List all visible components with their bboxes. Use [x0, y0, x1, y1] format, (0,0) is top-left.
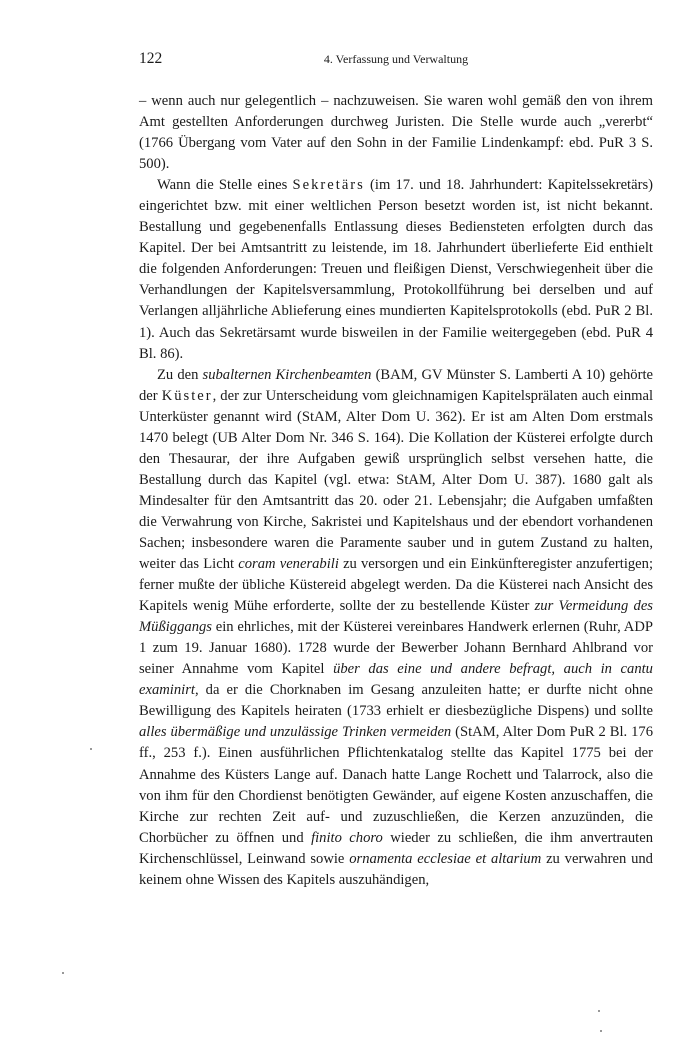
- text-run: (BAM, GV Münster S. Lamberti A 10) gehörte der: [139, 366, 653, 404]
- text-run: (im 17. und 18. Jahrhundert: Kapitelssekretärs) eingerichtet bzw. mit einer weltlichen Person besetzt worden ist, ist nicht bekannt. Bestallung und gegebenenfalls Entlassung dieses Bediensteten erfolgten durch das Kapitel. Der bei Amtsantritt zu leistende, im 18. Jahrhundert überlieferte Eid enthielt die folgenden Anforderungen: Treuen und fleißigen Dienst, Verschwiegenheit über die Verhandlungen der Kapitelsversammlung, Protokollführung bei derselben und auf Verlangen alljährliche Ablieferung eines mundierten Kapitelsprotokolls (ebd. PuR 2 Bl. 1). Auch das Sekretärsamt wurde bisweilen in der Familie weitergegeben (ebd. PuR 4 Bl. 86).: [139, 177, 653, 362]
- text-run: wieder zu schließen, die ihm anvertrauten Kirchenschlüssel, Leinwand sowie: [139, 829, 654, 867]
- running-head: 4. Verfassung und Verwaltung: [323, 52, 469, 66]
- scan-speck: [62, 972, 64, 974]
- text-run: zu verwahren und keinem ohne Wissen des Kapitels auszuhändigen,: [139, 850, 653, 888]
- text-run: ein ehrliches, mit der Küsterei vereinbares Handwerk erlernen (Ruhr, ADP 1 zum 19. Januar 1680). 1728 wurde der Bewerber Johann Bernhard Ahlbrand vor seiner Annahme vom Kapitel: [139, 619, 653, 678]
- page-number: 122: [139, 50, 163, 67]
- italic-phrase: alles übermäßige und unzulässige Trinken vermeiden: [139, 724, 452, 741]
- italic-phrase: finito choro: [311, 829, 383, 846]
- spaced-term: Küster: [161, 387, 213, 404]
- text-run: , da er die Chorknaben im Gesang anzuleiten hatte; er durfte nicht ohne Bewilligung des Kapitels heiraten (1733 erhielt er diesbezügliche Dispens) und sollte: [139, 682, 653, 720]
- paragraph: [139, 91, 653, 175]
- page-header: [139, 50, 653, 74]
- italic-phrase: coram venerabili: [238, 556, 339, 573]
- scan-speck: [600, 1030, 602, 1032]
- body-text: [139, 91, 653, 891]
- text-run: zu versorgen und ein Einkünfteregister anzufertigen; ferner mußte der übliche Küstereid abgelegt werden. Da die Küsterei nach Ansicht des Kapitels wenig Mühe erforderte, sollte der zu bestellende Küster: [139, 556, 654, 615]
- italic-phrase: ornamenta ecclesiae et altarium: [349, 850, 542, 867]
- scan-speck: [598, 1010, 600, 1012]
- paragraph: [139, 365, 653, 891]
- text-run: Wann die Stelle eines: [157, 177, 293, 194]
- text-run: – wenn auch nur gelegentlich – nachzuweisen. Sie waren wohl gemäß den von ihrem Amt gestellten Anforderungen durchweg Juristen. Die Stelle wurde auch „vererbt“ (1766 Übergang vom Vater auf den Sohn in der Familie Lindenkampf: ebd. PuR 3 S. 500).: [139, 93, 653, 173]
- scan-speck: [90, 748, 92, 750]
- spaced-term: Sekretärs: [292, 177, 365, 194]
- text-run: , der zur Unterscheidung vom gleichnamigen Kapitelsprälaten auch einmal Unterküster genannt wird (StAM, Alter Dom U. 362). Er ist am Alten Dom erstmals 1470 belegt (UB Alter Dom Nr. 346 S. 164). Die Kollation der Küsterei erfolgte durch den Thesaurar, der ihre Aufgaben gewiß ursprünglich selbst versehen hatte, die Bestallung durch das Kapitel (vgl. etwa: StAM, Alter Dom U. 387). 1680 galt als Mindesalter für den Amtsantritt das 20. oder 21. Lebensjahr; die Aufgaben umfaßten die Verwahrung von Kirche, Sakristei und Kapitelshaus und der ebendort vorhandenen Sachen; insbesondere waren die Paramente sauber und in gutem Zustand zu halten, weiter das Licht: [139, 387, 653, 573]
- italic-phrase: zur Vermeidung des Müßiggangs: [139, 598, 653, 636]
- italic-phrase: über das eine und andere befragt, auch in cantu examinirt: [139, 661, 653, 699]
- italic-phrase: subalternen Kirchenbeamten: [202, 366, 372, 383]
- text-run: (StAM, Alter Dom PuR 2 Bl. 176 ff., 253 f.). Einen ausführlichen Pflichtenkatalog stellte das Kapitel 1775 bei der Annahme des Küsters Lange auf. Danach hatte Lange Rochett und Talarrock, also die von ihm für den Chordienst benötigten Gewänder, auf eigene Kosten anzuschaffen, die Kirche zur rechten Zeit auf- und zuzuschließen, die Kerzen anzuzünden, die Chorbücher zu öffnen und: [139, 724, 653, 846]
- text-run: Zu den: [157, 366, 203, 383]
- paragraph: [139, 175, 653, 364]
